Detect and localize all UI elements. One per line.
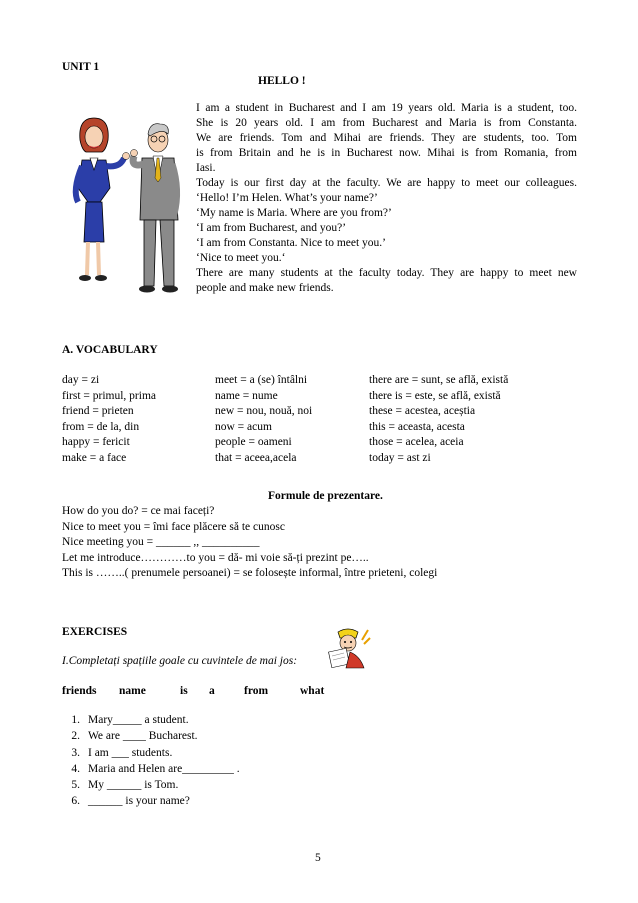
reading-line: There are many students at the faculty today. They are happy to meet new bbox=[196, 267, 577, 279]
vocab-entry: these = acestea, aceștia bbox=[369, 405, 476, 417]
exercise-text: ______ is your name? bbox=[88, 795, 190, 808]
vocab-entry: first = primul, prima bbox=[62, 389, 156, 402]
exercise-text: Maria and Helen are_________ . bbox=[88, 762, 240, 775]
dialogue-line: ‘I am from Bucharest, and you?’ bbox=[196, 222, 347, 234]
vocab-entry: make = a face bbox=[62, 451, 127, 464]
unit-label: UNIT 1 bbox=[62, 61, 100, 73]
vocab-entry: this = aceasta, acesta bbox=[369, 420, 465, 433]
vocab-entry: now = acum bbox=[215, 420, 272, 433]
exercise-text: I am ___ students. bbox=[88, 746, 173, 759]
greeting-people-image bbox=[62, 110, 192, 300]
reading-line: is from Britain and he is in Bucharest now. Mihai is from Romania, from bbox=[196, 147, 577, 159]
vocab-entry: people = oameni bbox=[215, 436, 292, 448]
cartoon-illustration bbox=[326, 626, 372, 672]
vocabulary-heading: A. VOCABULARY bbox=[62, 344, 158, 356]
exercises-heading: EXERCISES bbox=[62, 626, 128, 638]
vocab-entry: name = nume bbox=[215, 389, 278, 402]
exercise-number: 6. bbox=[71, 795, 80, 808]
formulas-list bbox=[62, 504, 437, 582]
exercise-item bbox=[64, 713, 364, 729]
word-bank-item: is bbox=[180, 685, 188, 697]
student-thinking-image bbox=[326, 626, 372, 672]
exercise-number: 3. bbox=[71, 746, 80, 759]
lesson-title: HELLO ! bbox=[258, 75, 306, 87]
exercise-number: 4. bbox=[71, 762, 80, 775]
dialogue-line: ‘My name is Maria. Where are you from?’ bbox=[196, 207, 392, 219]
exercise-text: My ______ is Tom. bbox=[88, 779, 179, 792]
vocabulary-column-2 bbox=[215, 373, 312, 466]
word-bank-item: name bbox=[119, 685, 146, 697]
dialogue-line: ‘I am from Constanta. Nice to meet you.’ bbox=[196, 237, 387, 249]
exercise-item bbox=[64, 762, 364, 778]
reading-line: I am a student in Bucharest and I am 19 years old. Maria is a student, too. bbox=[196, 102, 577, 114]
formula-line: This is ……..( prenumele persoanei) = se folosește informal, între prieteni, colegi bbox=[62, 567, 438, 579]
formula-line: Let me introduce…………to you = dă- mi voie să-ți prezint pe….. bbox=[62, 551, 369, 564]
word-bank-item: a bbox=[209, 685, 215, 697]
reading-line: people and make new friends. bbox=[196, 282, 334, 294]
vocabulary-column-3 bbox=[369, 373, 508, 466]
exercise-text: We are ____ Bucharest. bbox=[88, 730, 198, 743]
vocab-entry: happy = fericit bbox=[62, 436, 130, 448]
vocab-entry: meet = a (se) întâlni bbox=[215, 374, 308, 386]
vocabulary-column-1 bbox=[62, 373, 156, 466]
reading-line: Iasi. bbox=[196, 162, 216, 174]
vocab-entry: day = zi bbox=[62, 374, 100, 386]
formula-line: How do you do? = ce mai faceți? bbox=[62, 505, 215, 517]
vocab-entry: there are = sunt, se află, există bbox=[369, 374, 509, 386]
dialogue-line: ‘Hello! I’m Helen. What’s your name?’ bbox=[196, 192, 378, 204]
exercise-list bbox=[64, 713, 364, 811]
reading-line: She is 20 years old. I am from Bucharest and Maria is from Constanta. bbox=[196, 117, 577, 129]
vocab-entry: there is = este, se află, există bbox=[369, 389, 501, 402]
page-number: 5 bbox=[315, 852, 321, 864]
dialogue-line: ‘Nice to meet you.‘ bbox=[196, 252, 286, 264]
formula-line: Nice to meet you = îmi face plăcere să te cunosc bbox=[62, 520, 285, 533]
vocab-entry: today = ast zi bbox=[369, 451, 431, 464]
vocab-entry: friend = prieten bbox=[62, 405, 134, 417]
vocab-entry: from = de la, din bbox=[62, 420, 140, 433]
vocab-entry: that = aceea,acela bbox=[215, 451, 297, 464]
formulas-heading: Formule de prezentare. bbox=[268, 490, 383, 502]
formula-line: Nice meeting you = ______ ,, __________ bbox=[62, 536, 260, 548]
exercise-text: Mary_____ a student. bbox=[88, 714, 189, 726]
reading-line: Today is our first day at the faculty. We are happy to meet our colleagues. bbox=[196, 177, 577, 189]
word-bank-item: from bbox=[244, 685, 269, 697]
exercise-number: 2. bbox=[71, 730, 80, 743]
reading-passage bbox=[196, 101, 577, 296]
exercise-number: 5. bbox=[71, 779, 80, 792]
reading-line: We are friends. Tom and Mihai are friends. They are students, too. Tom bbox=[196, 132, 577, 144]
exercise-item bbox=[64, 794, 364, 810]
vocab-entry: new = nou, nouă, noi bbox=[215, 405, 313, 417]
exercise-item bbox=[64, 746, 364, 762]
exercise-number: 1. bbox=[71, 714, 80, 726]
exercise-instruction: I.Completați spațiile goale cu cuvintele de mai jos: bbox=[62, 655, 298, 667]
word-bank-item: what bbox=[300, 685, 325, 697]
word-bank-item: friends bbox=[62, 685, 97, 697]
exercise-item bbox=[64, 778, 364, 794]
people-illustration bbox=[62, 110, 192, 300]
vocab-entry: those = acelea, aceia bbox=[369, 436, 464, 448]
exercise-item bbox=[64, 729, 364, 745]
